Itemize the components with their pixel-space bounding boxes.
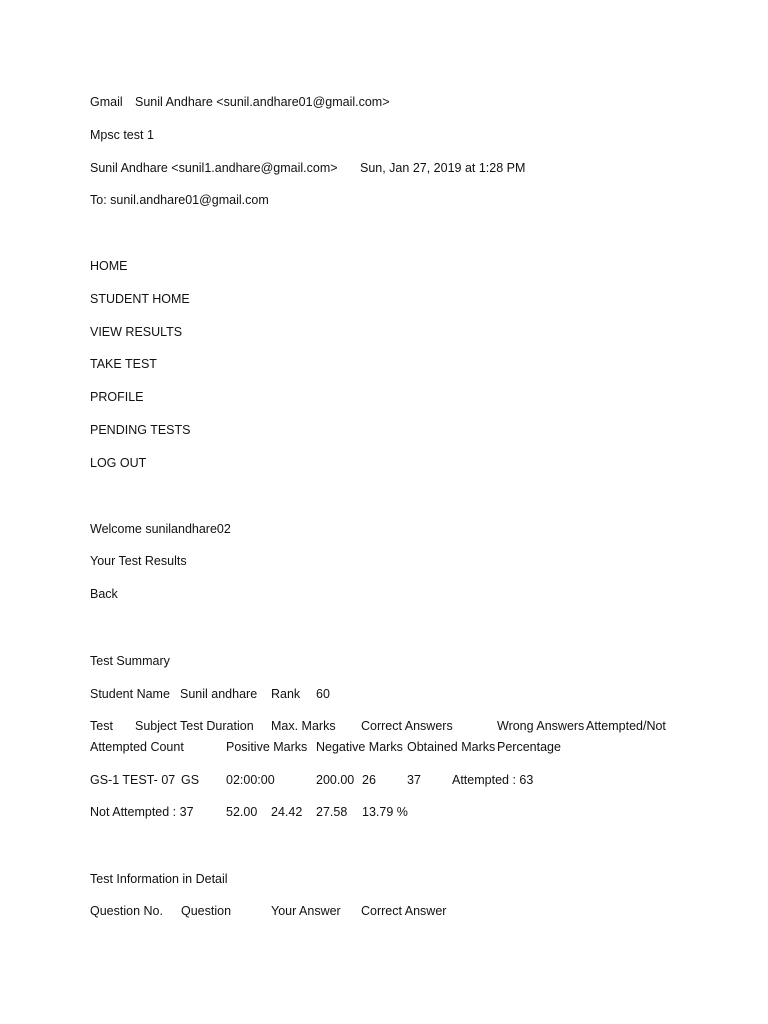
col-wrong-answers: Wrong Answers xyxy=(497,719,585,733)
gmail-label: Gmail xyxy=(90,95,123,109)
col-obtained-marks: Obtained Marks xyxy=(407,740,496,754)
summary-heading: Test Summary xyxy=(90,654,170,668)
nav-log-out[interactable]: LOG OUT xyxy=(90,456,147,470)
rank-label: Rank xyxy=(271,687,301,701)
col-max-marks: Max. Marks xyxy=(271,719,336,733)
cell-test-name: GS-1 TEST- 07 xyxy=(90,773,176,787)
nav-take-test[interactable]: TAKE TEST xyxy=(90,357,157,371)
nav-home[interactable]: HOME xyxy=(90,259,128,273)
cell-subject: GS xyxy=(181,773,200,787)
cell-negative-marks: 24.42 xyxy=(271,805,303,819)
cell-duration: 02:00:00 xyxy=(226,773,275,787)
nav-profile[interactable]: PROFILE xyxy=(90,390,144,404)
welcome-text: Welcome sunilandhare02 xyxy=(90,522,231,536)
col-attempted-not: Attempted/Not xyxy=(586,719,666,733)
col-test-duration: Test Duration xyxy=(180,719,254,733)
col-correct-answer: Correct Answer xyxy=(361,904,447,918)
student-name-label: Student Name xyxy=(90,687,170,701)
col-positive-marks: Positive Marks xyxy=(226,740,308,754)
col-percentage: Percentage xyxy=(497,740,561,754)
account-address: Sunil Andhare <sunil.andhare01@gmail.com> xyxy=(135,95,390,109)
col-your-answer: Your Answer xyxy=(271,904,341,918)
nav-student-home[interactable]: STUDENT HOME xyxy=(90,292,190,306)
cell-attempted: Attempted : 63 xyxy=(452,773,534,787)
email-subject: Mpsc test 1 xyxy=(90,128,154,142)
rank-value: 60 xyxy=(316,687,330,701)
nav-pending-tests[interactable]: PENDING TESTS xyxy=(90,423,191,437)
student-name-value: Sunil andhare xyxy=(180,687,258,701)
cell-max-marks: 200.00 xyxy=(316,773,355,787)
col-negative-marks: Negative Marks xyxy=(316,740,403,754)
cell-wrong: 37 xyxy=(407,773,421,787)
recipient: To: sunil.andhare01@gmail.com xyxy=(90,193,269,207)
results-heading: Your Test Results xyxy=(90,554,187,568)
detail-heading: Test Information in Detail xyxy=(90,872,228,886)
sent-date: Sun, Jan 27, 2019 at 1:28 PM xyxy=(360,161,526,175)
cell-not-attempted: Not Attempted : 37 xyxy=(90,805,194,819)
cell-correct: 26 xyxy=(362,773,376,787)
cell-positive-marks: 52.00 xyxy=(226,805,258,819)
back-link[interactable]: Back xyxy=(90,587,118,601)
col-attempted-count: Attempted Count xyxy=(90,740,184,754)
cell-obtained-marks: 27.58 xyxy=(316,805,348,819)
col-subject: Subject xyxy=(135,719,177,733)
sender: Sunil Andhare <sunil1.andhare@gmail.com> xyxy=(90,161,338,175)
nav-view-results[interactable]: VIEW RESULTS xyxy=(90,325,183,339)
cell-percentage: 13.79 % xyxy=(362,805,408,819)
col-test: Test xyxy=(90,719,113,733)
col-question-no: Question No. xyxy=(90,904,163,918)
col-correct-answers: Correct Answers xyxy=(361,719,453,733)
col-question: Question xyxy=(181,904,232,918)
